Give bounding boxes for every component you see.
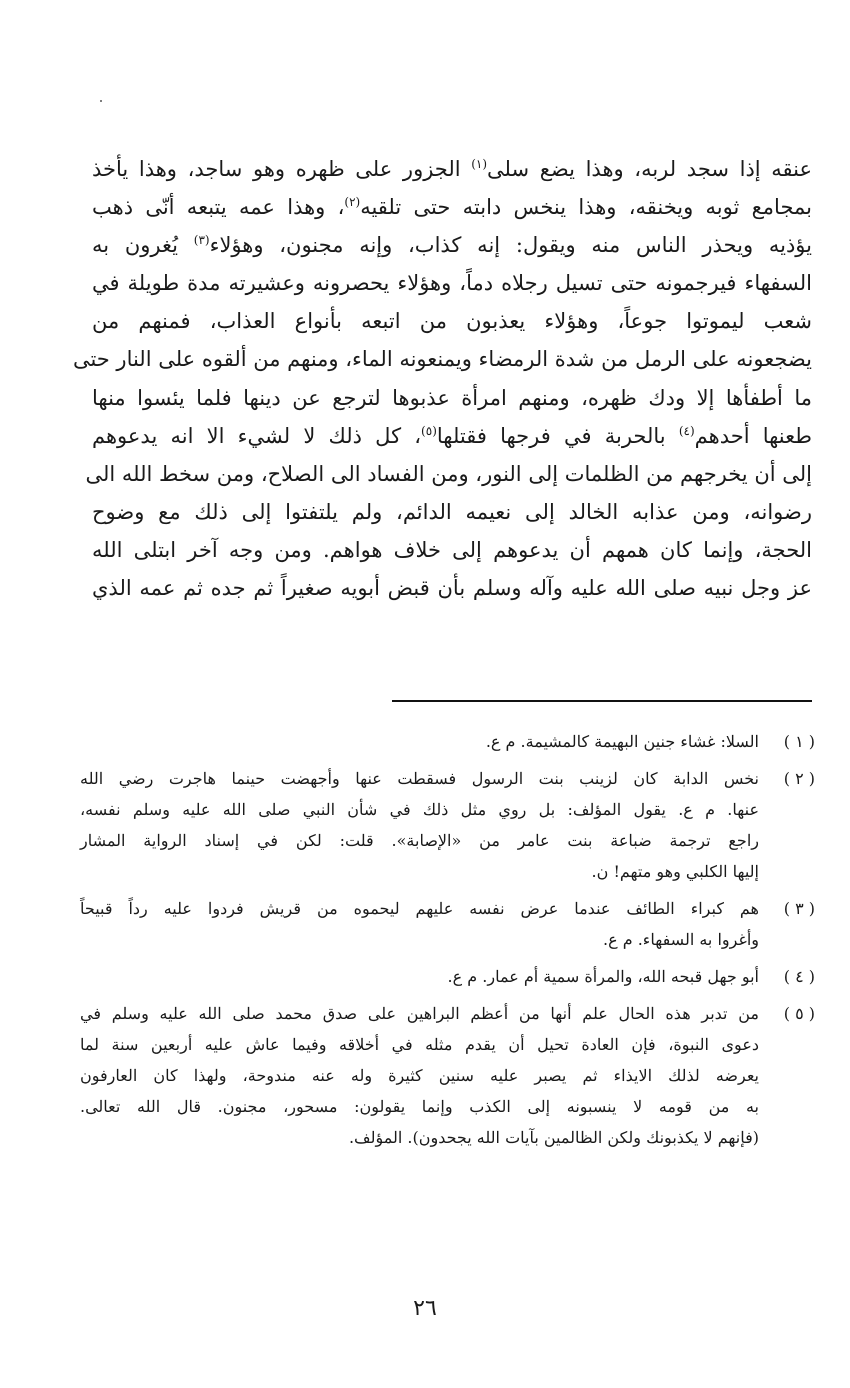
footnote-line: وأغروا به السفهاء. م ع.: [603, 930, 759, 949]
footnote: [80, 998, 815, 1153]
footnote-ref: (٢): [344, 195, 361, 210]
footnote-number: ( ٢ ): [783, 769, 815, 788]
body-line: [92, 493, 812, 531]
footnote-ref: (٤): [678, 423, 695, 438]
text-segment: ما أطفأها إلا ودك ظهره، ومنهم امرأة عذبوها لترجع عن دينها فلما يئسوا منها: [92, 385, 812, 410]
footnote-ref: (٥): [421, 423, 437, 438]
text-segment: الحجة، وإنما كان همهم أن يدعوهم إلى خلاف هواهم. ومن وجه آخر ابتلى الله: [92, 537, 812, 562]
text-segment: يؤذيه ويحذر الناس منه ويقول: إنه كذاب، وإنه مجنون، وهؤلاء: [209, 233, 812, 258]
footnote-line: به من قومه لا ينسبونه إلى الكذب وإنما يقولون: مسحور، مجنون. قال الله تعالى.: [80, 1097, 759, 1116]
body-line: [92, 226, 812, 264]
footnote-ref: (٣): [193, 233, 210, 248]
body-line: [92, 188, 812, 226]
body-line: [92, 302, 812, 340]
footnote-line: عنها. م ع. يقول المؤلف: بل روي مثل ذلك في شأن النبي صلى الله عليه وسلم نفسه،: [80, 800, 759, 819]
text-segment: إلى أن يخرجهم من الظلمات إلى النور، ومن الفساد الى الصلاح، ومن سخط الله الى: [85, 461, 812, 486]
footnotes: [80, 726, 815, 1159]
text-segment: رضوانه، ومن عذابه الخالد إلى نعيمه الدائم، ولم يلتفتوا إلى ذلك مع وضوح: [92, 499, 812, 524]
footnote-line: أبو جهل قبحه الله، والمرأة سمية أم عمار. م ع.: [447, 967, 759, 986]
footnote: [80, 726, 815, 757]
footnote-line: (فإنهم لا يكذبونك ولكن الظالمين بآيات الله يجحدون). المؤلف.: [348, 1128, 759, 1147]
footnote: [80, 763, 815, 887]
footnote-line: هم كبراء الطائف عندما عرض نفسه عليهم ليحموه من قريش فردوا عليه رداً قبيحاً: [80, 899, 759, 918]
scan-speck: [100, 100, 102, 102]
footnote-separator: [392, 700, 812, 702]
footnote: [80, 961, 815, 992]
body-line: [92, 569, 812, 607]
footnote-number: ( ٤ ): [783, 967, 815, 986]
text-segment: عنقه إذا سجد لربه، وهذا يضع سلى: [487, 157, 813, 181]
page-number: ٢٦: [413, 1296, 437, 1321]
footnote-number: ( ٣ ): [783, 899, 815, 918]
footnote-line: إليها الكلبي وهو متهم! ن.: [591, 862, 759, 881]
body-line: [92, 417, 812, 455]
footnote-line: يعرضه لذلك الايذاء ثم يصبر عليه سنين كثيرة وله عنه مندوحة، ولهذا كان العارفون: [80, 1066, 759, 1085]
footnote-ref: (١): [471, 157, 488, 171]
footnote-line: نخس الدابة كان لزينب بنت الرسول فسقطت عنها وأجهضت حينما هاجرت رضي الله: [80, 769, 759, 788]
footnote-line: دعوى النبوة، فإن العادة تحيل أن يقدم مثله في أخلاقه وفيما عاش عليه أربعين سنة لما: [80, 1035, 759, 1054]
footnote-line: راجع ترجمة ضباعة بنت عامر من «الإصابة». قلت: لكن في إسناد الرواية المشار: [80, 831, 759, 850]
footnote-line: السلا: غشاء جنين البهيمة كالمشيمة. م ع.: [485, 732, 759, 751]
footnote-number: ( ١ ): [783, 732, 815, 751]
text-segment: السفهاء فيرجمونه حتى تسيل رجلاه دماً، وهؤلاء يحصرونه وعشيرته مدة طويلة في: [92, 271, 812, 296]
text-segment: الجزور على ظهره وهو ساجد، وهذا يأخذ: [92, 157, 472, 181]
text-segment: شعب ليموتوا جوعاً، وهؤلاء يعذبون من اتبعه بأنواع العذاب، فمنهم من: [92, 309, 812, 334]
text-segment: يُغرون به: [92, 233, 194, 258]
footnote-line: من تدبر هذه الحال علم أنها من أعظم البراهين على صدق محمد صلى الله عليه وسلم في: [80, 1004, 759, 1023]
footnote: [80, 893, 815, 955]
body-line: [85, 455, 812, 493]
text-segment: بالحربة في فرجها فقتلها: [436, 423, 679, 448]
text-segment: يضجعونه على الرمل من شدة الرمضاء ويمنعونه الماء، ومنهم من ألقوه على النار حتى: [72, 347, 812, 372]
body-line: [72, 340, 812, 378]
footnote-number: ( ٥ ): [783, 1004, 815, 1023]
body-text: [72, 150, 813, 607]
text-segment: طعنها أحدهم: [694, 423, 812, 448]
body-line: [92, 531, 812, 569]
body-line: [92, 264, 812, 302]
text-segment: بمجامع ثوبه ويخنقه، وهذا ينخس دابته حتى تلقيه: [360, 195, 812, 220]
text-segment: ، كل ذلك لا لشيء الا انه يدعوهم: [92, 423, 422, 448]
text-segment: ، وهذا عمه يتبعه أنّى ذهب: [92, 195, 345, 220]
body-line: [92, 379, 812, 417]
text-segment: عز وجل نبيه صلى الله عليه وآله وسلم بأن قبض أبويه صغيراً ثم جده ثم عمه الذي: [92, 576, 812, 601]
body-line: [92, 150, 812, 188]
